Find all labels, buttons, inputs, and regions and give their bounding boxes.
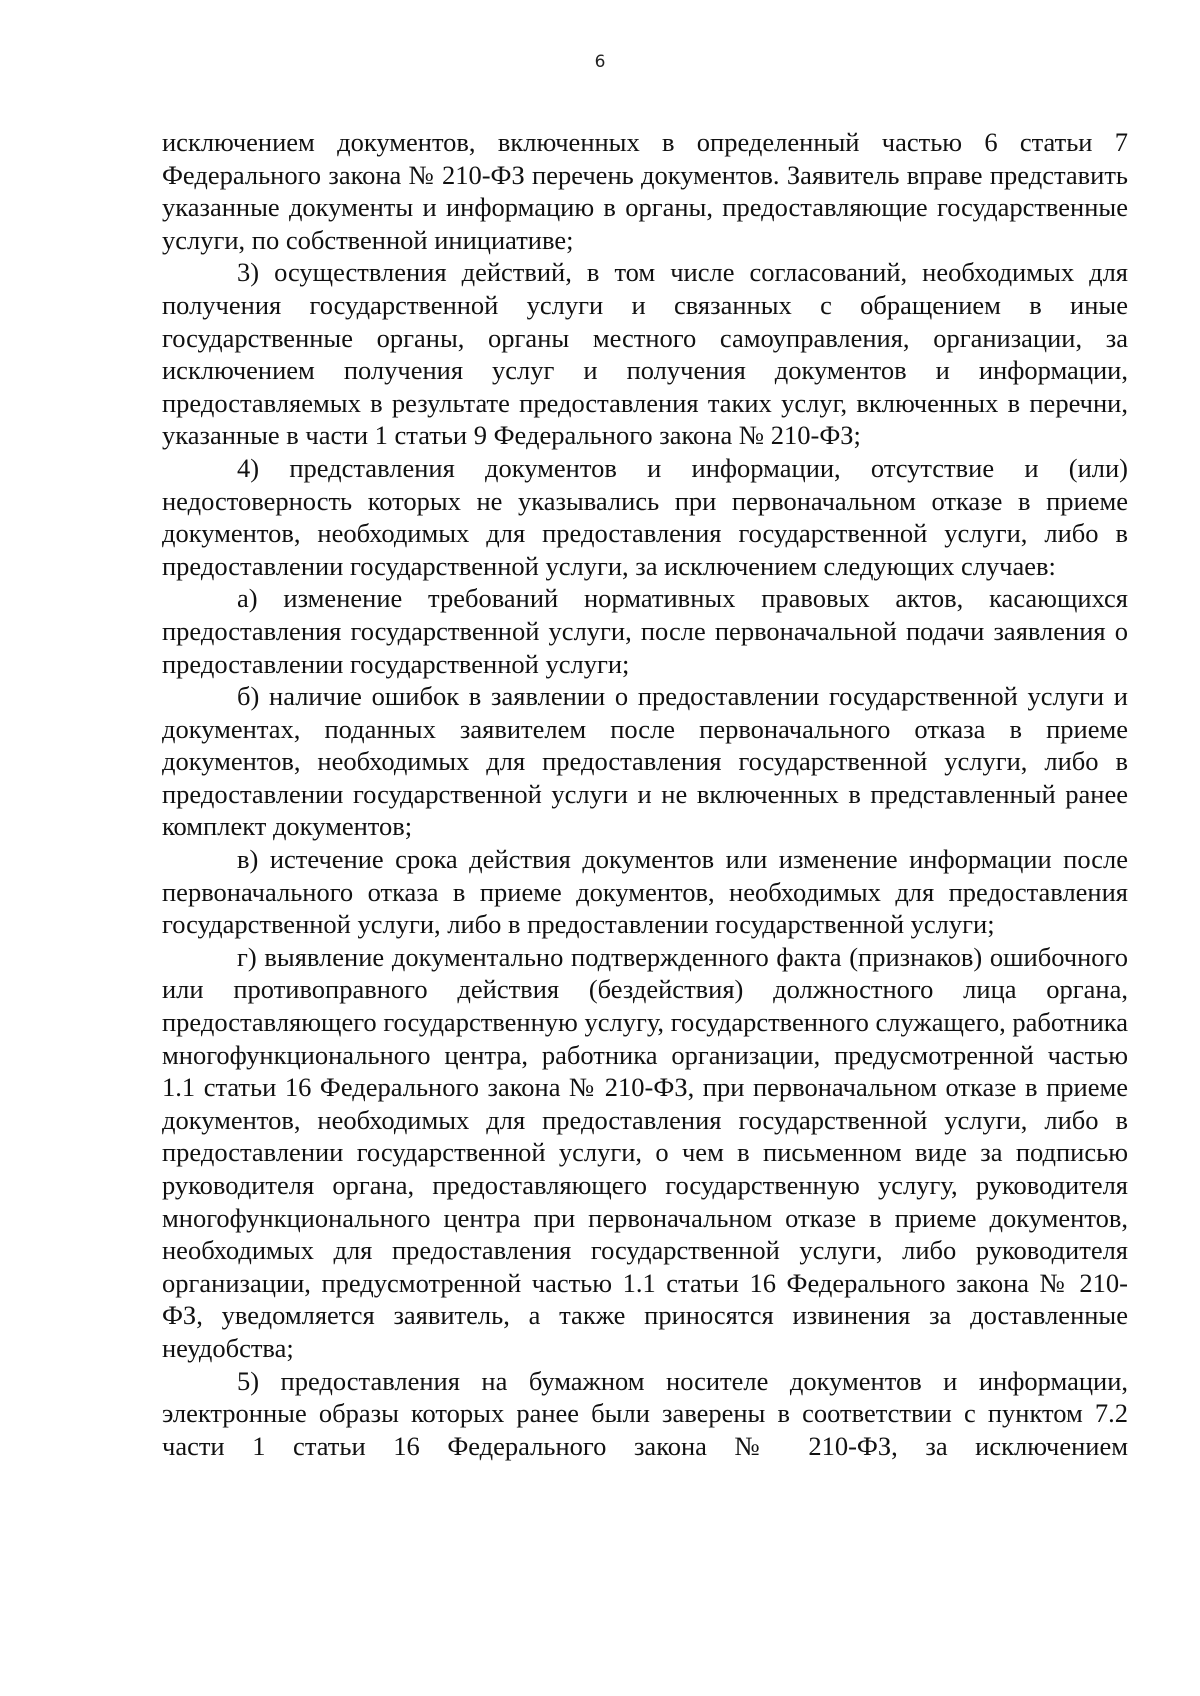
paragraph-subitem-g: г) выявление документально подтвержденного факта (признаков) ошибочного или противоправного действия (бездействия) должностного лица органа, предоставляющего государственную услугу, государственного служащего, работника многофункционального центра, работника организации, предусмотренной частью 1.1 статьи 16 Федерального закона № 210-ФЗ, при первоначальном отказе в приеме документов, необходимых для предоставления государственной услуги, либо в предоставлении государственной услуги, о чем в письменном виде за подписью руководителя органа, предоставляющего государственную услугу, руководителя многофункционального центра при первоначальном отказе в приеме документов, необходимых для предоставления государственной услуги, либо руководителя организации, предусмотренной частью 1.1 статьи 16 Федерального закона № 210-ФЗ, уведомляется заявитель, а также приносятся извинения за доставленные неудобства;: [162, 941, 1128, 1363]
paragraph-subitem-v: в) истечение срока действия документов или изменение информации после первоначального отказа в приеме документов, необходимых для предоставления государственной услуги, либо в предоставлении государственной услуги;: [162, 844, 1128, 940]
paragraph-continuation: исключением документов, включенных в определенный частью 6 статьи 7 Федерального закона № 210-ФЗ перечень документов. Заявитель вправе представить указанные документы и информацию в органы, предоставляющие государственные услуги, по собственной инициативе;: [162, 127, 1128, 255]
paragraph-item-4: 4) представления документов и информации, отсутствие и (или) недостоверность которых не указывались при первоначальном отказе в приеме документов, необходимых для предоставления государственной услуги, либо в предоставлении государственной услуги, за исключением следующих случаев:: [162, 452, 1128, 581]
paragraph-item-3: 3) осуществления действий, в том числе согласований, необходимых для получения государственной услуги и связанных с обращением в иные государственные органы, органы местного самоуправления, организации, за исключением получения услуг и получения документов и информации, предоставляемых в результате предоставления таких услуг, включенных в перечни, указанные в части 1 статьи 9 Федерального закона № 210-ФЗ;: [162, 257, 1128, 451]
document-body: [162, 126, 1128, 1462]
page-number: 6: [594, 52, 606, 72]
paragraph-subitem-b: б) наличие ошибок в заявлении о предоставлении государственной услуги и документах, поданных заявителем после первоначального отказа в приеме документов, необходимых для предоставления государственной услуги, либо в предоставлении государственной услуги и не включенных в представленный ранее комплект документов;: [162, 681, 1128, 842]
paragraph-item-5: 5) предоставления на бумажном носителе документов и информации, электронные образы которых ранее были заверены в соответствии с пунктом 7.2 части 1 статьи 16 Федерального закона № 210-ФЗ, за исключением: [162, 1365, 1128, 1461]
paragraph-subitem-a: а) изменение требований нормативных правовых актов, касающихся предоставления государственной услуги, после первоначальной подачи заявления о предоставлении государственной услуги;: [162, 583, 1128, 679]
